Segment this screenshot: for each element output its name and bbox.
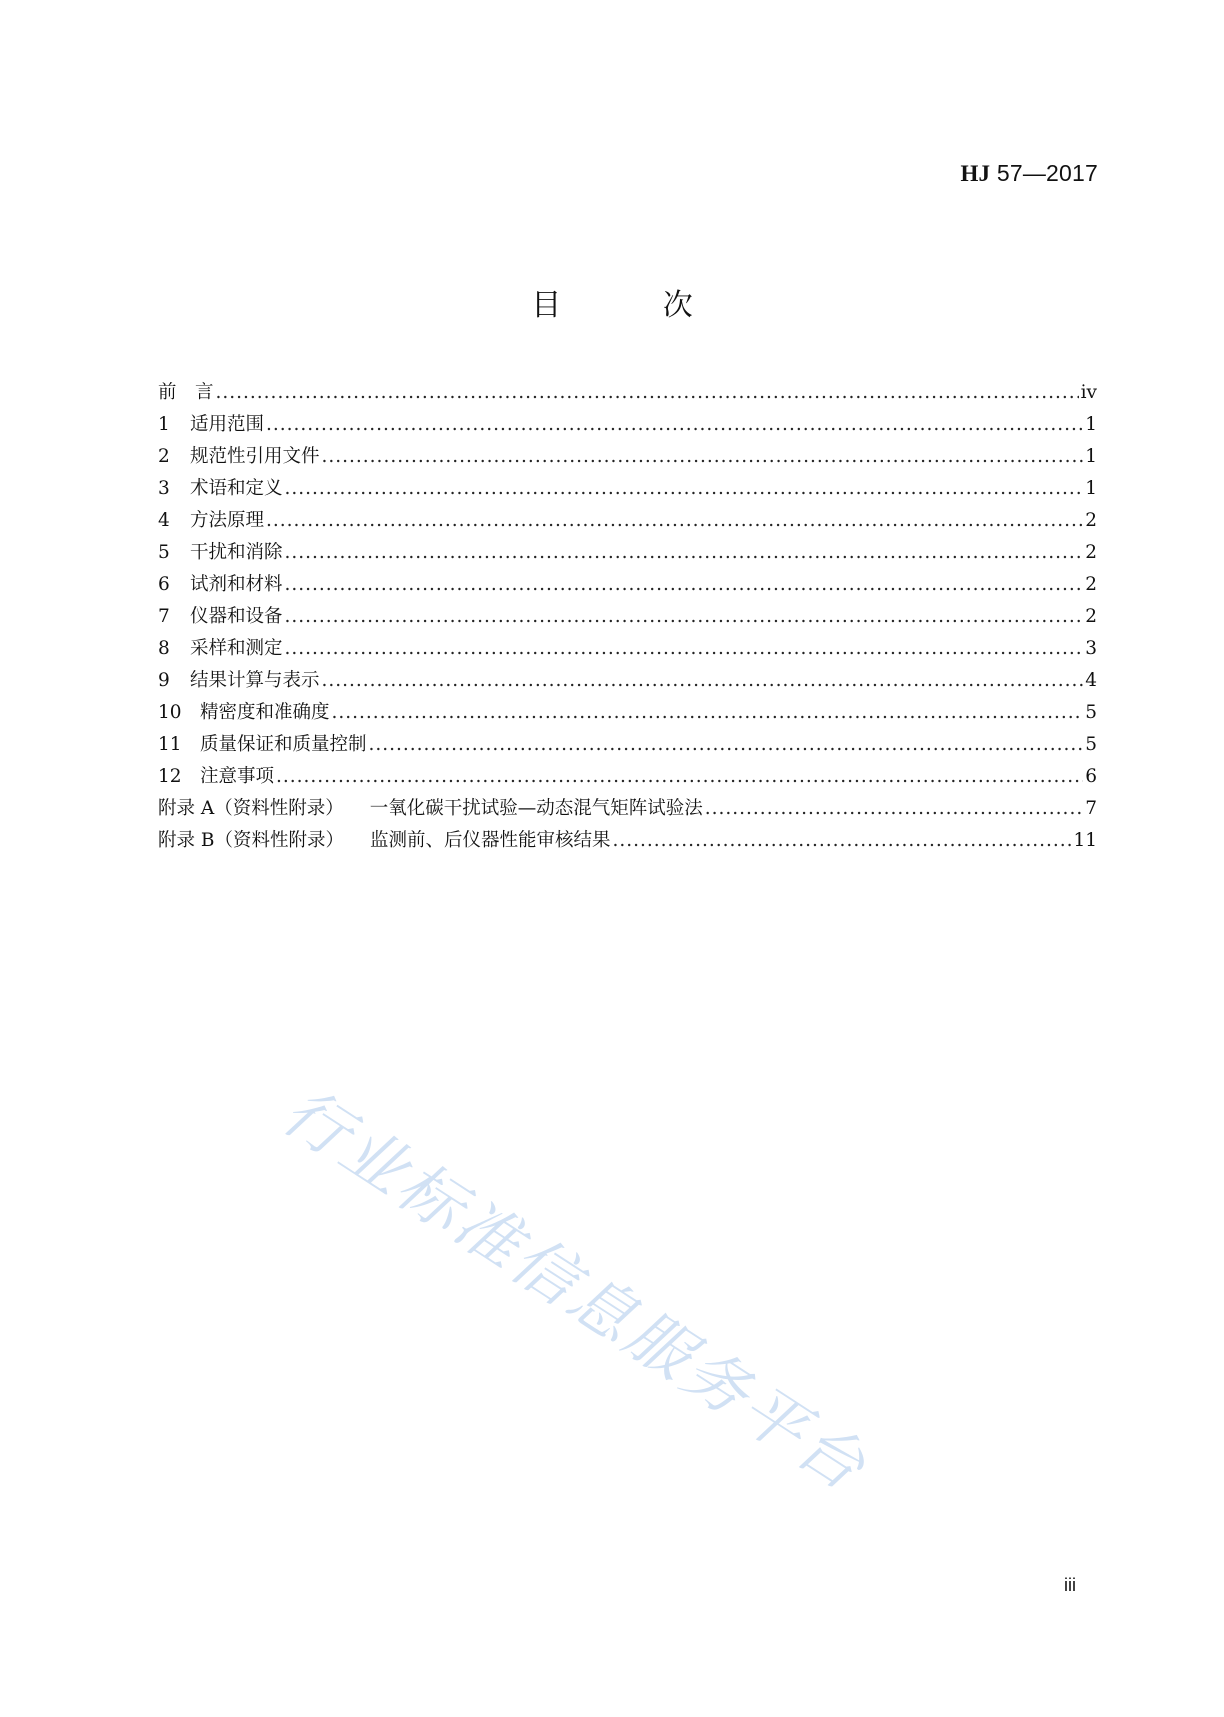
- toc-entry-number: 10: [158, 702, 182, 723]
- toc-leader-dots: [285, 633, 1084, 665]
- toc-entry-label: 精密度和准确度: [200, 702, 330, 723]
- toc-entry-foreword[interactable]: [158, 377, 1097, 409]
- toc-entry-label: 试剂和材料: [190, 574, 283, 595]
- toc-entry-label: 注意事项: [200, 766, 275, 787]
- toc-entry-appendix-b[interactable]: [158, 825, 1097, 857]
- toc-leader-dots: [285, 473, 1084, 505]
- watermark: 行业标准信息服务平台: [269, 1074, 881, 1507]
- standard-number: 57—2017: [996, 160, 1098, 186]
- toc-entry-label: 质量保证和质量控制: [200, 734, 367, 755]
- standard-code: [960, 160, 1098, 187]
- toc-leader-dots: [266, 505, 1083, 537]
- toc-entry-page: 1: [1085, 446, 1097, 467]
- toc-entry-label: 适用范围: [190, 414, 265, 435]
- toc-entry-10[interactable]: [158, 697, 1097, 729]
- toc-leader-dots: [266, 409, 1083, 441]
- toc-entry-label: 采样和测定: [190, 638, 283, 659]
- toc-entry-6[interactable]: [158, 569, 1097, 601]
- toc-entry-number: 6: [158, 574, 170, 595]
- toc-entry-page: 2: [1085, 606, 1097, 627]
- toc-entry-page: iv: [1080, 382, 1097, 403]
- toc-entry-4[interactable]: [158, 505, 1097, 537]
- toc-entry-number: 7: [158, 606, 170, 627]
- toc-entry-number: 9: [158, 670, 170, 691]
- toc-leader-dots: [322, 441, 1084, 473]
- toc-entry-1[interactable]: [158, 409, 1097, 441]
- toc-entry-label: 前 言: [158, 382, 214, 403]
- toc-leader-dots: [216, 377, 1079, 409]
- toc-entry-page: 6: [1085, 766, 1097, 787]
- toc-entry-page: 1: [1085, 478, 1097, 499]
- toc-entry-12[interactable]: [158, 761, 1097, 793]
- table-of-contents: [158, 377, 1097, 857]
- toc-entry-number: 4: [158, 510, 170, 531]
- toc-entry-label: 规范性引用文件: [190, 446, 320, 467]
- toc-entry-page: 1: [1085, 414, 1097, 435]
- toc-leader-dots: [276, 761, 1083, 793]
- toc-appendix-label: 附录 A（资料性附录）: [158, 798, 344, 819]
- toc-entry-number: 2: [158, 446, 170, 467]
- toc-entry-number: 11: [158, 734, 182, 755]
- toc-entry-number: 12: [158, 766, 182, 787]
- toc-entry-label: 术语和定义: [190, 478, 283, 499]
- toc-entry-number: 3: [158, 478, 170, 499]
- toc-entry-7[interactable]: [158, 601, 1097, 633]
- toc-leader-dots: [285, 601, 1084, 633]
- toc-leader-dots: [285, 569, 1084, 601]
- toc-entry-8[interactable]: [158, 633, 1097, 665]
- toc-entry-label: 方法原理: [190, 510, 265, 531]
- toc-entry-page: 7: [1085, 798, 1097, 819]
- toc-entry-page: 4: [1085, 670, 1097, 691]
- toc-entry-page: 2: [1085, 542, 1097, 563]
- toc-entry-page: 2: [1085, 510, 1097, 531]
- standard-prefix: HJ: [960, 161, 991, 186]
- toc-leader-dots: [613, 825, 1072, 857]
- toc-entry-label: 仪器和设备: [190, 606, 283, 627]
- toc-leader-dots: [285, 537, 1084, 569]
- toc-entry-label: 结果计算与表示: [190, 670, 320, 691]
- toc-entry-page: 3: [1085, 638, 1097, 659]
- toc-entry-number: 1: [158, 414, 170, 435]
- toc-title: 目 次: [531, 288, 739, 323]
- toc-entry-3[interactable]: [158, 473, 1097, 505]
- toc-appendix-label: 附录 B（资料性附录）: [158, 830, 344, 851]
- toc-entry-page: 5: [1085, 702, 1097, 723]
- toc-entry-label: 一氧化碳干扰试验—动态混气矩阵试验法: [369, 798, 703, 819]
- toc-entry-label: 监测前、后仪器性能审核结果: [369, 830, 611, 851]
- toc-entry-2[interactable]: [158, 441, 1097, 473]
- toc-entry-page: 2: [1085, 574, 1097, 595]
- toc-entry-number: 8: [158, 638, 170, 659]
- toc-entry-label: 干扰和消除: [190, 542, 283, 563]
- toc-leader-dots: [369, 729, 1084, 761]
- toc-leader-dots: [705, 793, 1083, 825]
- toc-leader-dots: [322, 665, 1084, 697]
- toc-leader-dots: [332, 697, 1084, 729]
- toc-entry-11[interactable]: [158, 729, 1097, 761]
- toc-entry-5[interactable]: [158, 537, 1097, 569]
- toc-entry-9[interactable]: [158, 665, 1097, 697]
- toc-entry-number: 5: [158, 542, 170, 563]
- toc-entry-page: 5: [1085, 734, 1097, 755]
- toc-entry-appendix-a[interactable]: [158, 793, 1097, 825]
- page-number: iii: [1064, 1575, 1076, 1595]
- toc-entry-page: 11: [1073, 830, 1097, 851]
